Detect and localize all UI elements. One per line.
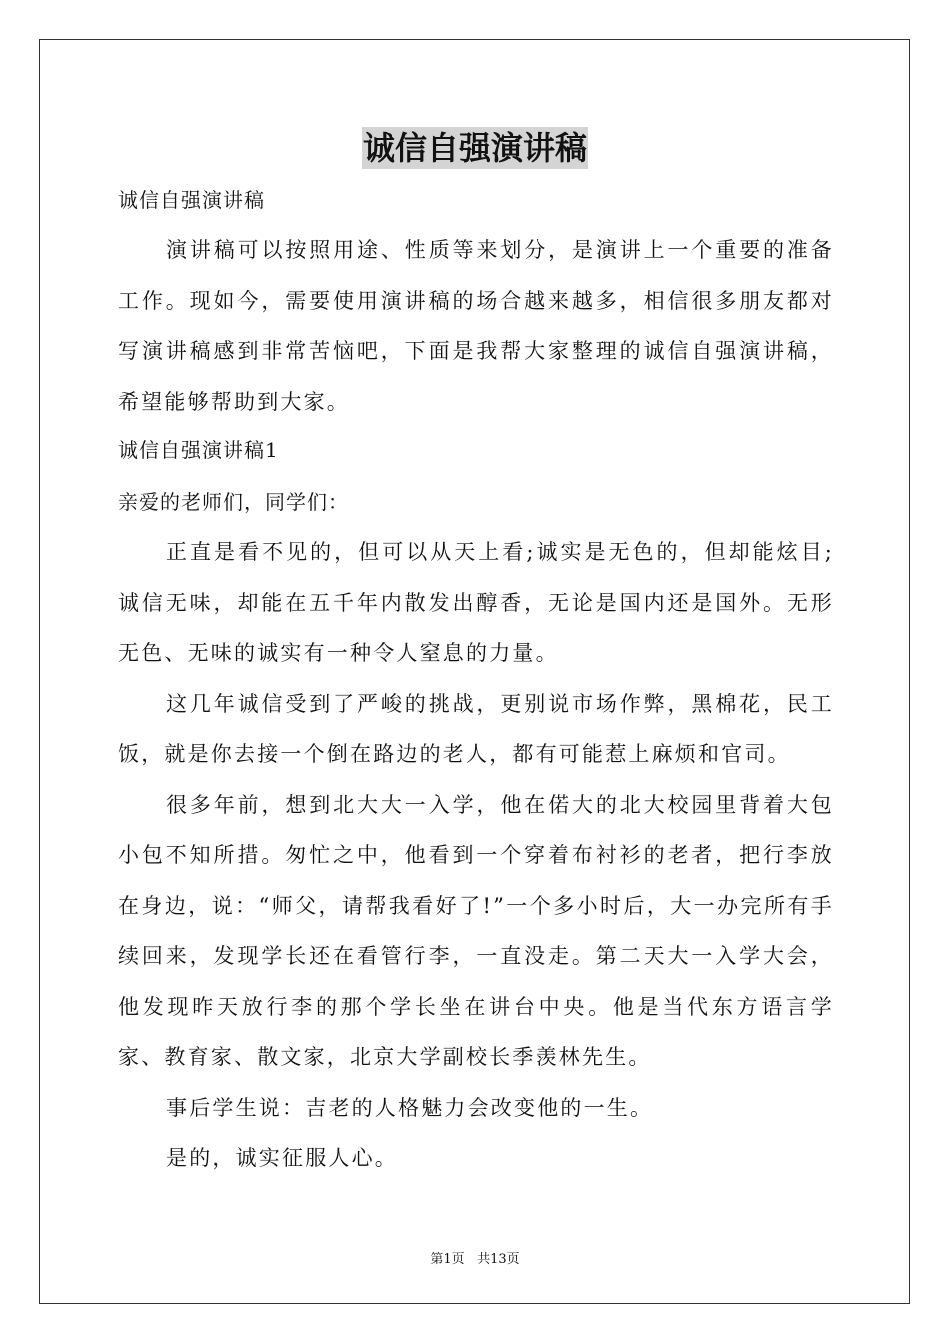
body-paragraph-3: 很多年前，想到北大大一入学，他在偌大的北大校园里背着大包小包不知所措。匆忙之中，他看到一个穿着布衬衫的老者，把行李放在身边，说：“师父，请帮我看好了!”一个多小时后，大一办完所有手续回来，发现学长还在看管行李，一直没走。第二天大一入学大会，他发现昨天放行李的那个学长坐在讲台中央。他是当代东方语言学家、教育家、散文家，北京大学副校长季羡林先生。 bbox=[118, 792, 834, 1069]
body-paragraph-2: 这几年诚信受到了严峻的挑战，更别说市场作弊，黑棉花，民工饭，就是你去接一个倒在路边的老人，都有可能惹上麻烦和官司。 bbox=[118, 691, 834, 766]
salutation: 亲爱的老师们，同学们： bbox=[118, 490, 349, 514]
document-body bbox=[118, 178, 834, 1184]
body-paragraph-1: 正直是看不见的，但可以从天上看;诚实是无色的，但却能炫目;诚信无味，却能在五千年内散发出醇香，无论是国内还是国外。无形无色、无味的诚实有一种令人窒息的力量。 bbox=[118, 540, 834, 665]
page-footer bbox=[0, 1248, 950, 1267]
intro-paragraph: 演讲稿可以按照用途、性质等来划分，是演讲上一个重要的准备工作。现如今，需要使用演讲稿的场合越来越多，相信很多朋友都对写演讲稿感到非常苦恼吧，下面是我帮大家整理的诚信自强演讲稿，希望能够帮助到大家。 bbox=[118, 238, 834, 414]
document-title: 诚信自强演讲稿 bbox=[362, 129, 587, 167]
document-subtitle: 诚信自强演讲稿 bbox=[118, 188, 265, 212]
body-paragraph-4: 事后学生说：吉老的人格魅力会改变他的一生。 bbox=[166, 1095, 654, 1120]
section-heading: 诚信自强演讲稿1 bbox=[118, 438, 279, 462]
title-container bbox=[0, 127, 950, 169]
page-number: 第1页 bbox=[430, 1252, 465, 1267]
page-total: 共13页 bbox=[477, 1252, 520, 1267]
body-paragraph-5: 是的，诚实征服人心。 bbox=[166, 1146, 398, 1170]
